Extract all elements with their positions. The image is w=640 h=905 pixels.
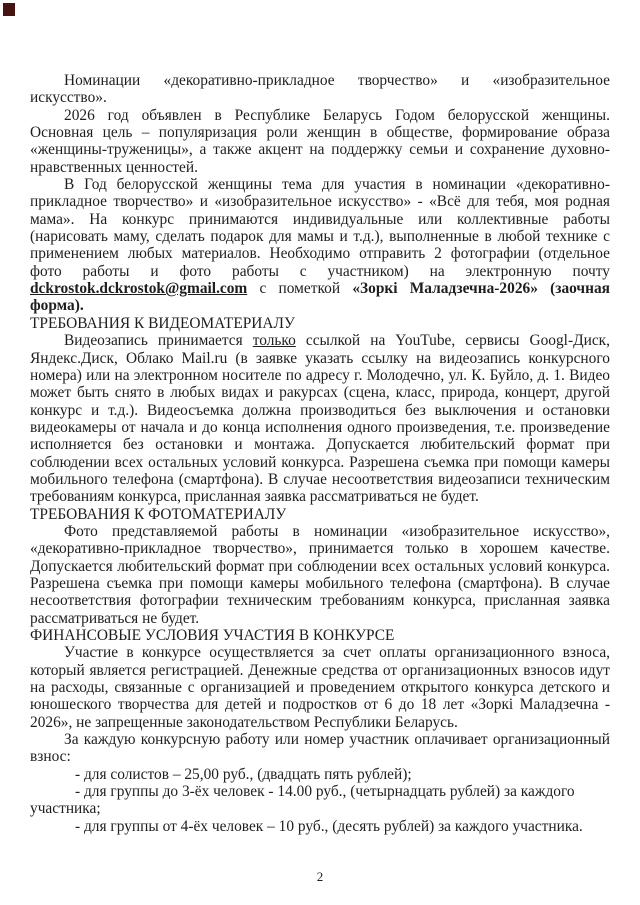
text-line: видеокамеры от начала и до конца исполнения одного произведения, т.е. произведение xyxy=(30,418,610,436)
text-line: взнос: xyxy=(30,748,71,766)
text-line: нравственных ценностей. xyxy=(30,158,198,176)
text-line: применением любых материалов. Необходимо отправить 2 фотографии (отдельное xyxy=(30,245,610,263)
text-line: (нарисовать маму, сделать подарок для мамы и т.д.), выполненные в любой технике с xyxy=(30,228,610,246)
text-line: который является регистрацией. Денежные средства от организационных взносов идут xyxy=(30,661,610,679)
scan-artifact-mark xyxy=(3,3,15,16)
email-link[interactable]: dckrostok.dckrostok@gmail.com xyxy=(30,280,248,298)
page-number: 2 xyxy=(316,869,324,884)
text-line: может быть снято в любых видах и ракурсах (сцена, класс, природа, концерт, другой xyxy=(30,384,610,402)
text-line: конкурс и т.д.). Видеосъемка должна производиться без выключения и остановки xyxy=(30,401,610,419)
text-line: соблюдении всех остальных условий конкурса. Разрешена съемка при помощи камеры xyxy=(30,453,610,471)
text-line: Основная цель – популяризация роли женщин в обществе, формирование образа xyxy=(30,124,610,142)
list-item-line: участника; xyxy=(30,800,101,818)
emphasis-text: «Зоркі Маладзечна-2026» (заочная xyxy=(352,280,610,298)
text-line: Номинации «декоративно-прикладное творчество» и «изобразительное xyxy=(64,72,610,89)
text-line: В Год белорусской женщины тема для участия в номинации «декоративно- xyxy=(64,176,610,194)
text-line: юношеского творчества для детей и подростков от 6 до 18 лет «Зоркі Маладзечна - xyxy=(30,696,610,714)
text-line: искусство». xyxy=(30,89,107,107)
text-line: требованиям конкурса, присланная заявка рассматриваться не будет. xyxy=(30,488,479,506)
text-line: фото работы и фото работы с участником) на электронную почту xyxy=(30,262,610,280)
list-item-line: - для солистов – 25,00 руб., (двадцать пять рублей); xyxy=(75,765,412,783)
text-line: на расходы, связанные с организацией и проведением открытого конкурса детского и xyxy=(30,679,610,697)
text-line: номера) или на электронном носителе по адресу г. Молодечно, ул. К. Буйло, д. 1. Видео xyxy=(30,366,610,384)
list-item-line: - для группы до 3-ёх человек - 14.00 руб., (четырнадцать рублей) за каждого xyxy=(75,783,575,801)
document-content xyxy=(30,72,610,835)
text-line: прикладное творчество» и «изобразительное искусство» - «Всё для тебя, моя родная xyxy=(30,193,610,211)
section-heading: ФИНАНСОВЫЕ УСЛОВИЯ УЧАСТИЯ В КОНКУРСЕ xyxy=(30,627,395,644)
text-run: Видеозапись принимается xyxy=(64,332,253,350)
text-line: 2026 год объявлен в Республике Беларусь Годом белорусской женщины. xyxy=(64,106,610,124)
text-line: «женщины-труженицы», а также акцент на поддержку семьи и сохранение духовно- xyxy=(30,141,610,159)
text-line: 2026», не запрещенные законодательством Республики Беларусь. xyxy=(30,713,458,731)
section-heading: ТРЕБОВАНИЯ К ВИДЕОМАТЕРИАЛУ xyxy=(30,314,295,332)
emphasis-text: только xyxy=(252,332,296,350)
text-line: рассматриваться не будет. xyxy=(30,609,200,627)
text-line xyxy=(30,280,610,297)
list-item-line: - для группы от 4-ёх человек – 10 руб., (десять рублей) за каждого участника. xyxy=(75,817,583,835)
text-run: ссылкой на YouTube, сервисы Googl-Диск, xyxy=(295,332,610,350)
section-heading: ТРЕБОВАНИЯ К ФОТОМАТЕРИАЛУ xyxy=(30,505,287,523)
text-line: мобильного телефона (смартфона). В случае несоответствия видеозаписи техническим xyxy=(30,470,610,488)
text-run: с пометкой xyxy=(247,280,353,298)
text-line xyxy=(30,332,610,349)
text-line: несоответствия фотографии техническим требованиям конкурса, присланная заявка xyxy=(30,592,610,610)
text-line xyxy=(30,297,610,314)
text-line: Участие в конкурсе осуществляется за счет оплаты организационного взноса, xyxy=(64,644,610,662)
text-line: Допускается любительский формат при соблюдении всех остальных условий конкурса. xyxy=(30,557,610,575)
emphasis-text: форма). xyxy=(30,297,84,315)
text-line: Яндекс.Диск, Облако Mail.ru (в заявке указать ссылку на видеозапись конкурсного xyxy=(30,349,610,367)
text-line: За каждую конкурсную работу или номер участник оплачивает организационный xyxy=(64,731,610,749)
text-line: исполняется без остановки и монтажа. Допускается любительский формат при xyxy=(30,436,610,454)
text-line: «декоративно-прикладное творчество», принимается только в хорошем качестве. xyxy=(30,540,610,558)
text-line: Фото представляемой работы в номинации «изобразительное искусство», xyxy=(64,522,610,540)
text-line: Разрешена съемка при помощи камеры мобильного телефона (смартфона). В случае xyxy=(30,574,610,592)
text-line: мама». На конкурс принимаются индивидуальные или коллективные работы xyxy=(30,210,610,228)
